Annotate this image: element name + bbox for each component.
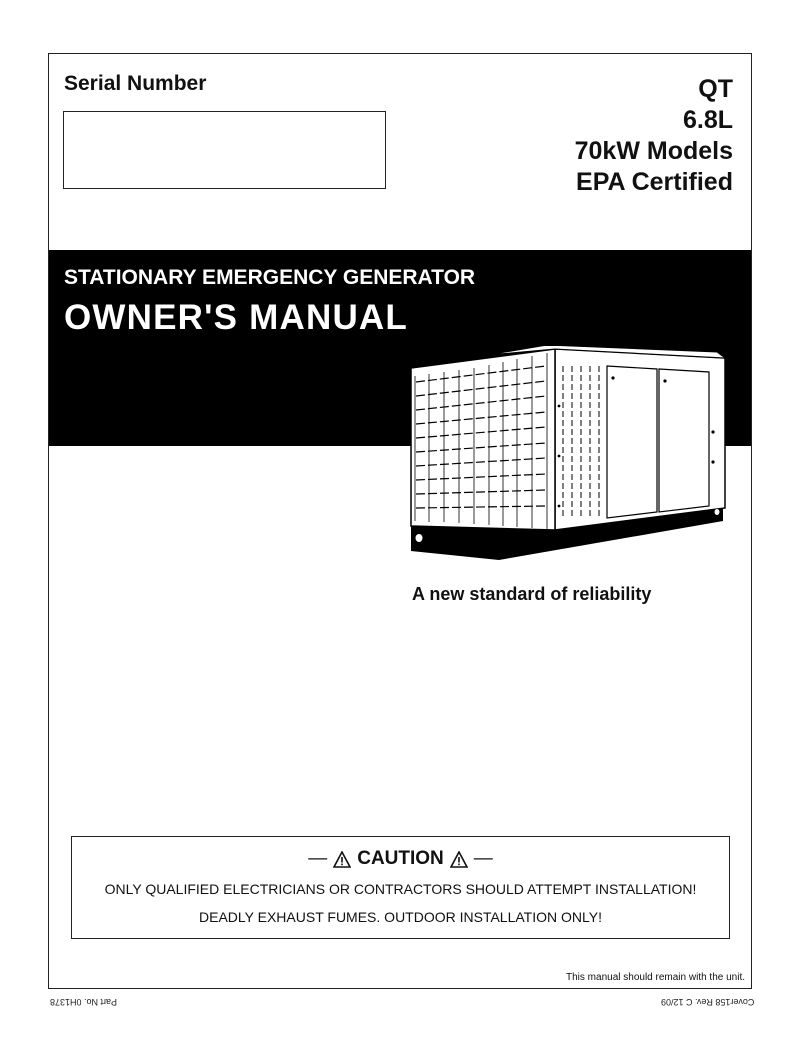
- warning-triangle-icon: [450, 851, 468, 868]
- generator-illustration: [407, 346, 732, 568]
- serial-number-label: Serial Number: [64, 72, 207, 95]
- retention-note: This manual should remain with the unit.: [566, 972, 745, 983]
- caution-title: CAUTION: [357, 848, 444, 869]
- model-line: EPA Certified: [576, 168, 733, 196]
- model-info: [575, 74, 733, 198]
- caution-line: ONLY QUALIFIED ELECTRICIANS OR CONTRACTORS SHOULD ATTEMPT INSTALLATION!: [104, 881, 697, 897]
- serial-number-field[interactable]: [63, 111, 386, 189]
- caution-line: DEADLY EXHAUST FUMES. OUTDOOR INSTALLATION ONLY!: [199, 909, 602, 925]
- revision-code: Cover158 Rev. C 12/09: [660, 997, 754, 1007]
- model-line: QT: [698, 75, 733, 103]
- part-number: Part No. 0H1378: [50, 997, 118, 1007]
- model-line: 70kW Models: [574, 137, 733, 165]
- caution-dash-left: —: [308, 848, 328, 869]
- banner-subtitle: STATIONARY EMERGENCY GENERATOR: [64, 266, 476, 289]
- caution-notice: [71, 836, 730, 939]
- caution-dash-right: —: [473, 848, 493, 869]
- tagline: A new standard of reliability: [412, 584, 652, 604]
- warning-triangle-icon: [333, 851, 351, 868]
- banner-title: OWNER'S MANUAL: [64, 298, 408, 337]
- caution-heading: [72, 848, 729, 870]
- manual-cover: [48, 53, 752, 989]
- model-line: 6.8L: [682, 106, 733, 134]
